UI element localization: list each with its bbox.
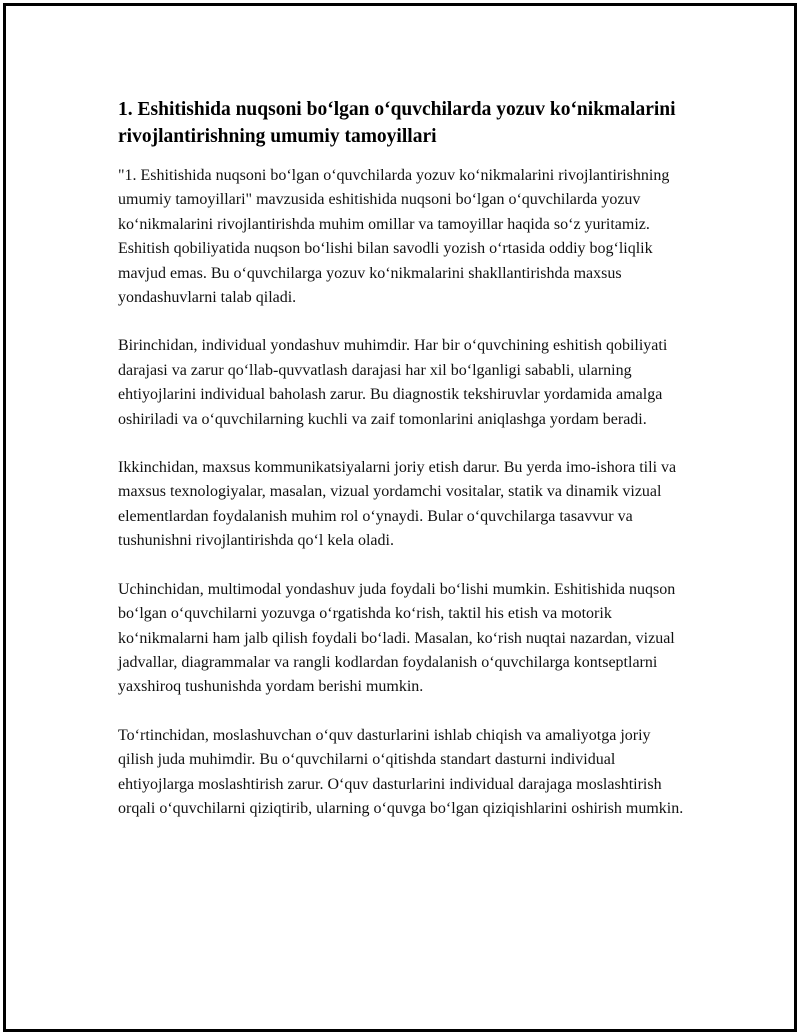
paragraph-second-principle: Ikkinchidan, maxsus kommunikatsiyalarni joriy etish darur. Bu yerda imo-ishora tili va maxsus texnologiyalar, masalan, vizual yordamchi vositalar, statik va dinamik vizual elementlardan foydalanish muhim rol o‘ynaydi. Bular o‘quvchilarga tasavvur va tushunishni rivojlantirishda qo‘l kela oladi. [118, 459, 677, 550]
paragraph-first-principle: Birinchidan, individual yondashuv muhimdir. Har bir o‘quvchining eshitish qobiliyati darajasi va zarur qo‘llab-quvvatlash darajasi har xil bo‘lganligi sababli, ularning ehtiyojlarini individual baholash zarur. Bu diagnostik tekshiruvlar yordamida amalga oshiriladi va o‘quvchilarning kuchli va zaif tomonlarini aniqlashga yordam beradi. [118, 337, 668, 428]
paragraph-fourth-principle: To‘rtinchidan, moslashuvchan o‘quv dasturlarini ishlab chiqish va amaliyotga joriy qilish juda muhimdir. Bu o‘quvchilarni o‘qitishda standart dasturni individual ehtiyojlarga moslashtirish zarur. O‘quv dasturlarini individual darajaga moslashtirish orqali o‘quvchilarni qiziqtirib, ularning o‘quvga bo‘lgan qiziqishlarini oshirish mumkin. [118, 726, 684, 817]
paragraph-intro: "1. Eshitishida nuqsoni bo‘lgan o‘quvchilarda yozuv ko‘nikmalarini rivojlantirishning umumiy tamoyillari" mavzusida eshitishida nuqsoni bo‘lgan o‘quvchilarda yozuv ko‘nikmalarini rivojlantirishda muhim omillar va tamoyillar haqida so‘z yuritamiz. Eshitish qobiliyatida nuqson bo‘lishi bilan savodli yozish o‘rtasida oddiy bog‘liqlik mavjud emas. Bu o‘quvchilarga yozuv ko‘nikmalarini shakllantirishda maxsus yondashuvlarni talab qiladi. [118, 167, 670, 307]
document-body [118, 96, 688, 845]
paragraph-third-principle: Uchinchidan, multimodal yondashuv juda foydali bo‘lishi mumkin. Eshitishida nuqson bo‘lgan o‘quvchilarni yozuvga o‘rgatishda ko‘rish, taktil his etish va motorik ko‘nikmalarni ham jalb qilish foydali bo‘ladi. Masalan, ko‘rish nuqtai nazardan, vizual jadvallar, diagrammalar va rangli kodlardan foydalanish o‘quvchilarga kontseptlarni yaxshiroq tushunishda yordam berishi mumkin. [118, 580, 676, 696]
document-title: 1. Eshitishida nuqsoni bo‘lgan o‘quvchilarda yozuv ko‘nikmalarini rivojlantirishning umumiy tamoyillari [118, 99, 676, 147]
